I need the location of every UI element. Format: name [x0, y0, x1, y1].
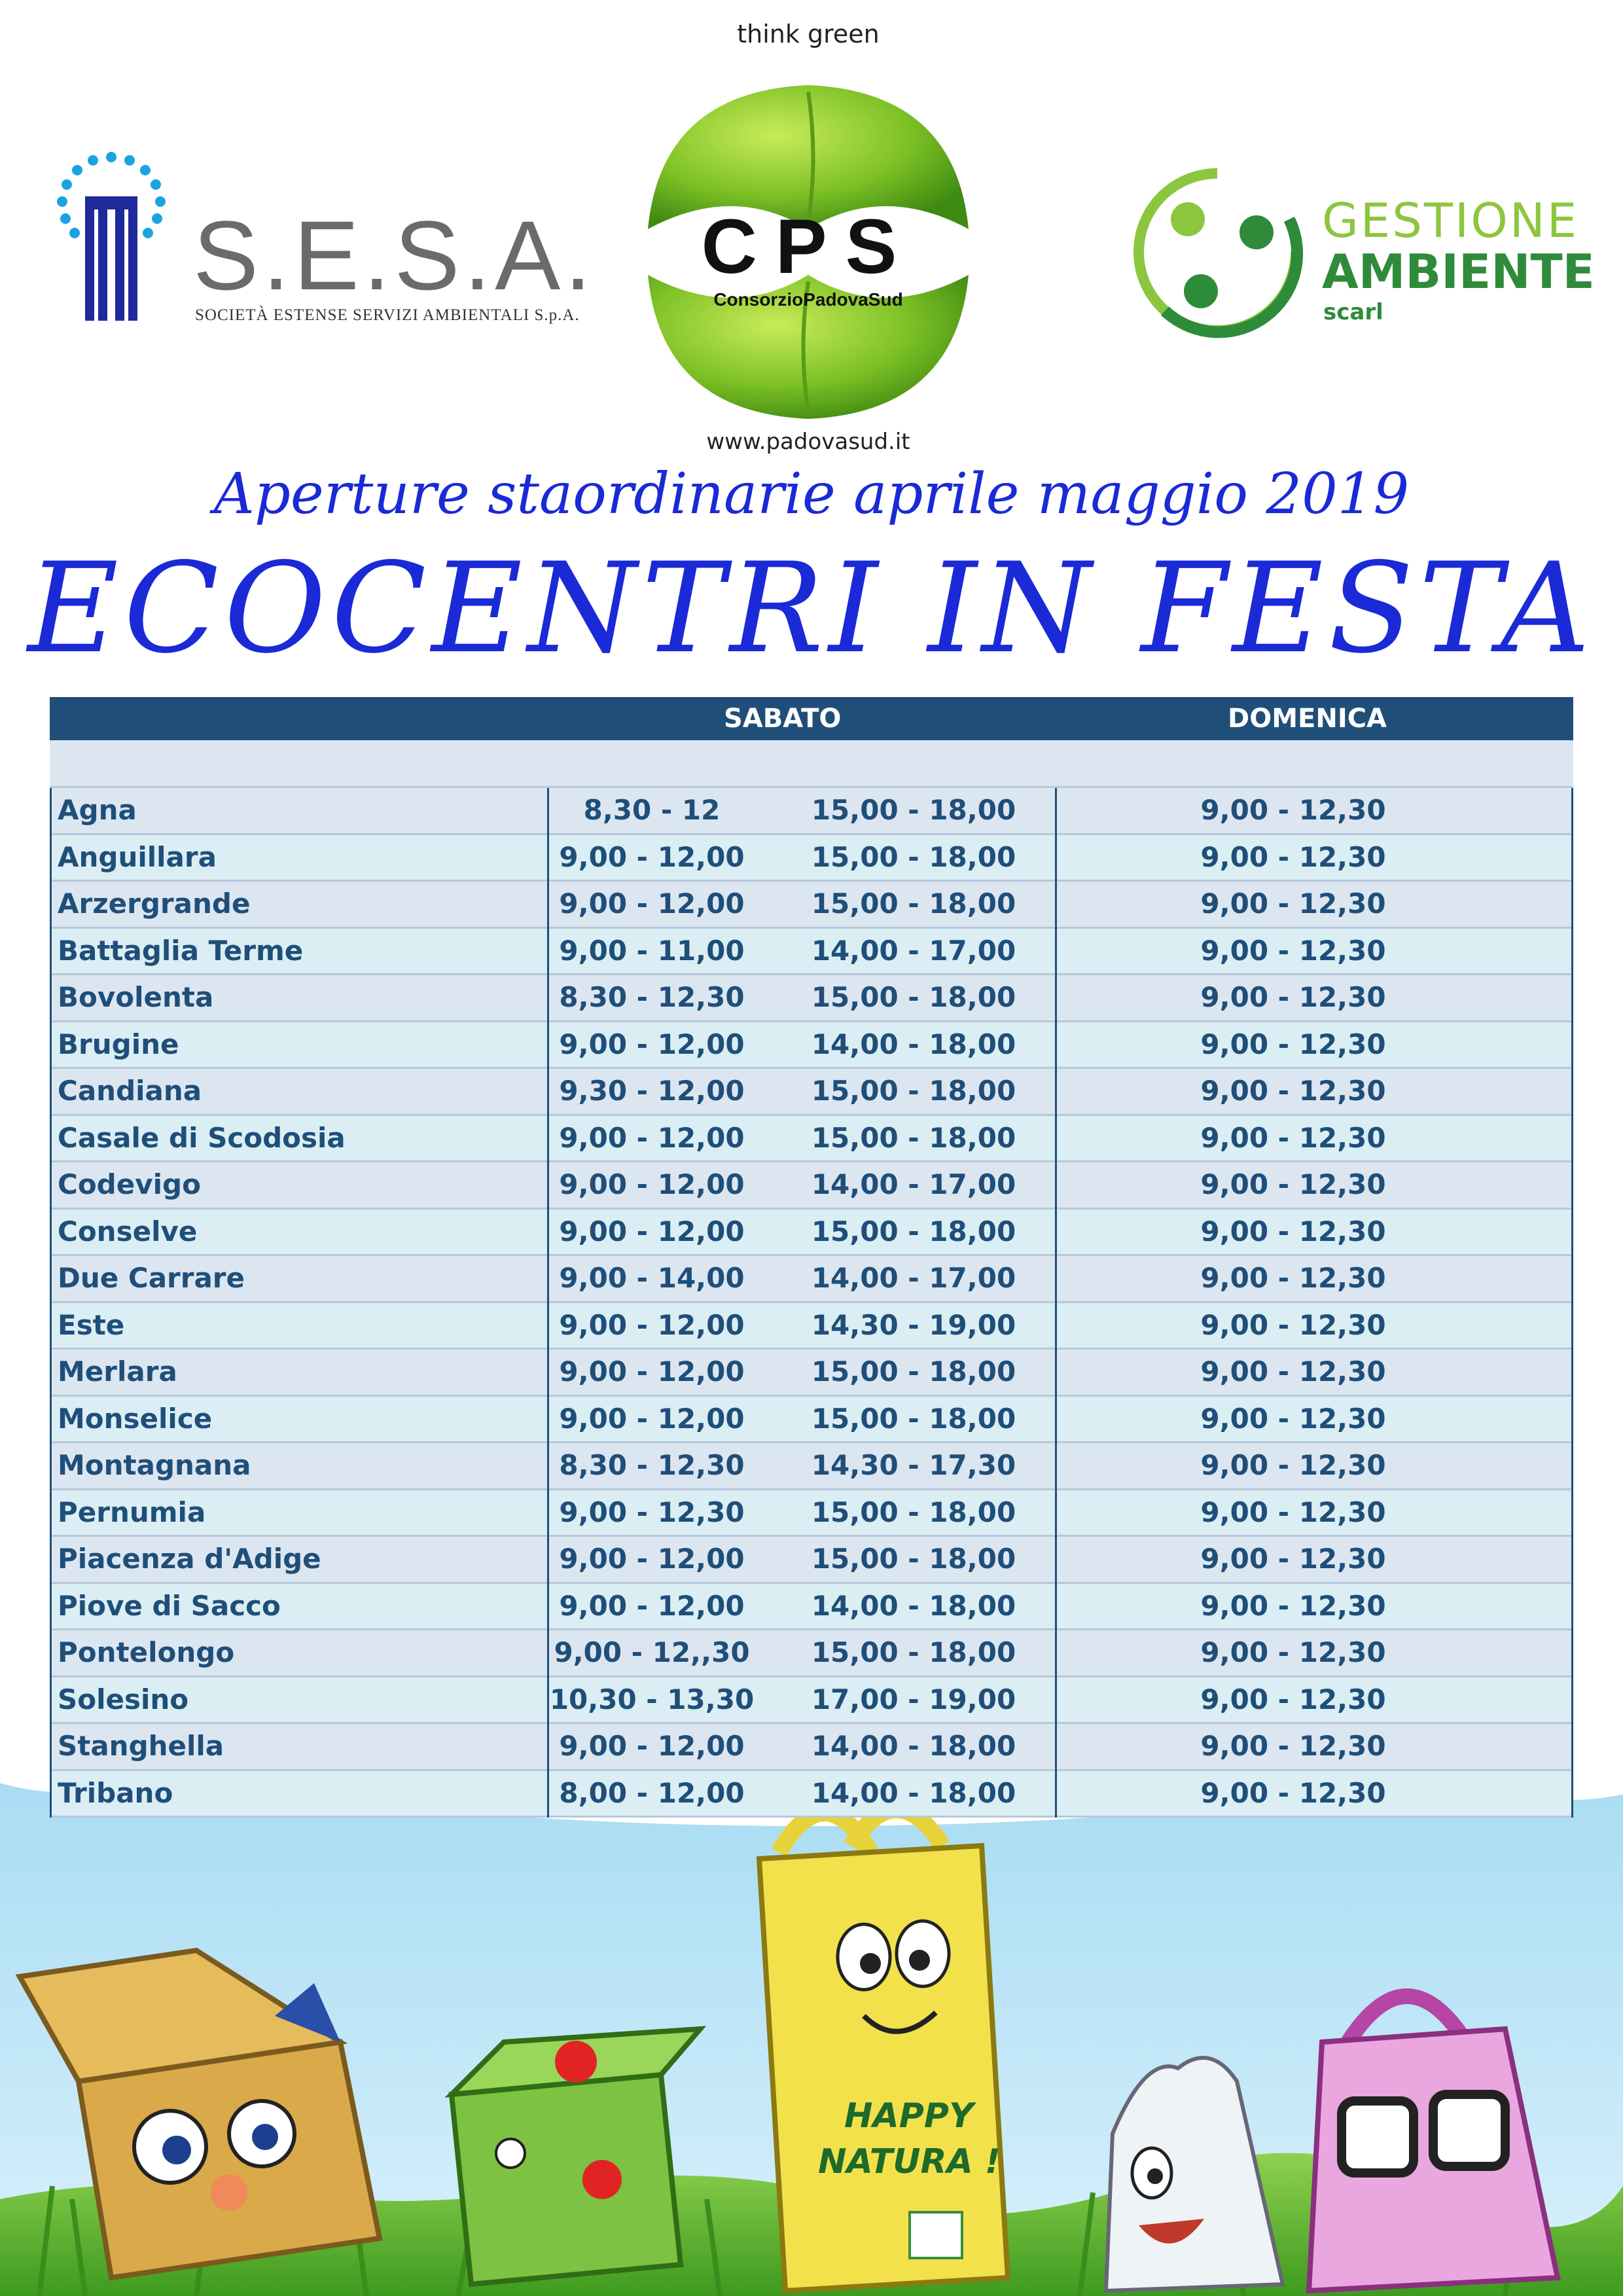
bag-text-natura: NATURA ! — [818, 2142, 1001, 2181]
municipality-name: Candiana — [58, 1075, 202, 1107]
sunday-hours: 9,00 - 12,30 — [1200, 888, 1386, 920]
gestione-ambiente-logo — [1126, 160, 1597, 350]
saturday-morning-hours: 9,00 - 11,00 — [559, 934, 745, 967]
sunday-hours: 9,00 - 12,30 — [1200, 1496, 1386, 1528]
municipality-name: Piacenza d'Adige — [58, 1543, 321, 1575]
saturday-morning-hours: 9,00 - 12,00 — [559, 1215, 745, 1247]
saturday-afternoon-hours: 15,00 - 18,00 — [811, 840, 1016, 873]
saturday-morning-hours: 8,30 - 12,30 — [559, 981, 745, 1013]
green-box-character — [452, 2029, 700, 2284]
sesa-subtitle: SOCIETÀ ESTENSE SERVIZI AMBIENTALI S.p.A. — [195, 306, 580, 324]
table-row — [50, 1443, 1573, 1490]
saturday-morning-hours: 9,00 - 12,,30 — [554, 1636, 750, 1668]
saturday-morning-hours: 9,00 - 12,00 — [559, 1121, 745, 1154]
table-row — [50, 882, 1573, 929]
sunday-hours: 9,00 - 12,30 — [1200, 1402, 1386, 1435]
saturday-afternoon-hours: 15,00 - 18,00 — [811, 1636, 1016, 1668]
saturday-afternoon-hours: 15,00 - 18,00 — [811, 1402, 1016, 1435]
saturday-morning-hours: 9,00 - 12,30 — [559, 1496, 745, 1528]
municipality-name: Due Carrare — [58, 1262, 245, 1294]
table-row — [50, 1771, 1573, 1818]
municipality-name: Tribano — [58, 1776, 173, 1809]
table-row — [50, 1162, 1573, 1210]
sunday-hours: 9,00 - 12,30 — [1200, 1262, 1386, 1294]
municipality-name: Agna — [58, 794, 137, 826]
table-header — [50, 697, 1573, 740]
saturday-afternoon-hours: 14,00 - 18,00 — [811, 1028, 1016, 1060]
saturday-afternoon-hours: 14,30 - 19,00 — [811, 1308, 1016, 1341]
saturday-morning-hours: 9,00 - 12,00 — [559, 840, 745, 873]
saturday-morning-hours: 9,30 - 12,00 — [559, 1075, 745, 1107]
saturday-afternoon-hours: 14,00 - 18,00 — [811, 1776, 1016, 1809]
saturday-morning-hours: 9,00 - 14,00 — [559, 1262, 745, 1294]
table-row — [50, 1537, 1573, 1584]
saturday-afternoon-hours: 15,00 - 18,00 — [811, 794, 1016, 826]
saturday-afternoon-hours: 14,30 - 17,30 — [811, 1449, 1016, 1481]
sunday-hours: 9,00 - 12,30 — [1200, 1776, 1386, 1809]
sunday-hours: 9,00 - 12,30 — [1200, 981, 1386, 1013]
cps-url: www.padovasud.it — [706, 429, 910, 455]
opening-hours-table — [50, 697, 1573, 1818]
sunday-hours: 9,00 - 12,30 — [1200, 1355, 1386, 1388]
table-row — [50, 1490, 1573, 1537]
table-row — [50, 1677, 1573, 1725]
sesa-name: S.E.S.A. — [193, 200, 596, 310]
sunday-hours: 9,00 - 12,30 — [1200, 1730, 1386, 1762]
sunday-hours: 9,00 - 12,30 — [1200, 1168, 1386, 1200]
bag-text-happy: HAPPY — [844, 2096, 974, 2136]
sunday-hours: 9,00 - 12,30 — [1200, 1449, 1386, 1481]
municipality-name: Pernumia — [58, 1496, 206, 1528]
saturday-afternoon-hours: 15,00 - 18,00 — [811, 888, 1016, 920]
sunday-hours: 9,00 - 12,30 — [1200, 1636, 1386, 1668]
table-body — [50, 788, 1573, 1818]
poster-title: ECOCENTRI IN FESTA — [27, 536, 1596, 681]
gestione-ambiente-line2: AMBIENTE — [1322, 244, 1595, 299]
sunday-hours: 9,00 - 12,30 — [1200, 840, 1386, 873]
saturday-morning-hours: 9,00 - 12,00 — [559, 1402, 745, 1435]
municipality-name: Bovolenta — [58, 981, 214, 1013]
saturday-afternoon-hours: 17,00 - 19,00 — [811, 1683, 1016, 1715]
sesa-emblem-icon — [46, 151, 177, 327]
table-row — [50, 1210, 1573, 1257]
header-sunday: DOMENICA — [1228, 704, 1387, 734]
municipality-name: Anguillara — [58, 840, 217, 873]
cps-tagline: think green — [737, 20, 880, 48]
municipality-name: Codevigo — [58, 1168, 201, 1200]
poster-subtitle: Aperture staordinarie aprile maggio 2019 — [213, 461, 1410, 527]
sunday-hours: 9,00 - 12,30 — [1200, 1075, 1386, 1107]
sunday-hours: 9,00 - 12,30 — [1200, 794, 1386, 826]
table-row — [50, 975, 1573, 1022]
saturday-afternoon-hours: 15,00 - 18,00 — [811, 1075, 1016, 1107]
municipality-name: Brugine — [58, 1028, 179, 1060]
saturday-morning-hours: 10,30 - 13,30 — [549, 1683, 755, 1715]
sunday-hours: 9,00 - 12,30 — [1200, 934, 1386, 967]
column-divider — [1055, 788, 1057, 1818]
saturday-morning-hours: 9,00 - 12,00 — [559, 1589, 745, 1622]
saturday-morning-hours: 8,30 - 12,30 — [559, 1449, 745, 1481]
table-left-border — [50, 788, 52, 1818]
sunday-hours: 9,00 - 12,30 — [1200, 1683, 1386, 1715]
municipality-name: Piove di Sacco — [58, 1589, 281, 1622]
saturday-morning-hours: 8,30 - 12 — [583, 794, 721, 826]
municipality-name: Merlara — [58, 1355, 177, 1388]
saturday-morning-hours: 9,00 - 12,00 — [559, 1543, 745, 1575]
municipality-name: Stanghella — [58, 1730, 224, 1762]
gestione-ambiente-line1: GESTIONE — [1322, 193, 1579, 248]
sunday-hours: 9,00 - 12,30 — [1200, 1543, 1386, 1575]
saturday-afternoon-hours: 14,00 - 18,00 — [811, 1589, 1016, 1622]
saturday-morning-hours: 9,00 - 12,00 — [559, 1168, 745, 1200]
municipality-name: Conselve — [58, 1215, 198, 1247]
municipality-name: Montagnana — [58, 1449, 251, 1481]
saturday-afternoon-hours: 15,00 - 18,00 — [811, 1543, 1016, 1575]
table-header-spacer — [50, 740, 1573, 788]
saturday-afternoon-hours: 15,00 - 18,00 — [811, 1496, 1016, 1528]
table-row — [50, 835, 1573, 882]
saturday-morning-hours: 9,00 - 12,00 — [559, 888, 745, 920]
table-row — [50, 1116, 1573, 1163]
saturday-morning-hours: 9,00 - 12,00 — [559, 1730, 745, 1762]
table-row — [50, 1256, 1573, 1303]
saturday-afternoon-hours: 15,00 - 18,00 — [811, 1121, 1016, 1154]
saturday-afternoon-hours: 14,00 - 17,00 — [811, 1262, 1016, 1294]
table-right-border — [1571, 788, 1573, 1818]
column-divider — [547, 788, 549, 1818]
cps-subtitle: ConsorzioPadovaSud — [713, 289, 903, 310]
table-row — [50, 1069, 1573, 1116]
sesa-logo — [46, 151, 596, 334]
sunday-hours: 9,00 - 12,30 — [1200, 1589, 1386, 1622]
cps-title: CPS — [701, 204, 916, 290]
saturday-morning-hours: 8,00 - 12,00 — [559, 1776, 745, 1809]
table-row — [50, 1397, 1573, 1444]
saturday-afternoon-hours: 14,00 - 17,00 — [811, 1168, 1016, 1200]
gestione-ambiente-line3: scarl — [1323, 299, 1383, 325]
sunday-hours: 9,00 - 12,30 — [1200, 1308, 1386, 1341]
header-saturday: SABATO — [724, 704, 842, 734]
municipality-name: Battaglia Terme — [58, 934, 304, 967]
cps-logo — [625, 20, 991, 455]
table-row — [50, 1022, 1573, 1069]
saturday-afternoon-hours: 15,00 - 18,00 — [811, 981, 1016, 1013]
saturday-afternoon-hours: 15,00 - 18,00 — [811, 1215, 1016, 1247]
table-row — [50, 788, 1573, 835]
table-row — [50, 929, 1573, 976]
municipality-name: Arzergrande — [58, 888, 251, 920]
table-row — [50, 1350, 1573, 1397]
saturday-morning-hours: 9,00 - 12,00 — [559, 1028, 745, 1060]
table-row — [50, 1584, 1573, 1631]
municipality-name: Casale di Scodosia — [58, 1121, 346, 1154]
table-row — [50, 1630, 1573, 1677]
gestione-ambiente-emblem-icon — [1126, 160, 1309, 344]
saturday-afternoon-hours: 14,00 - 17,00 — [811, 934, 1016, 967]
sunday-hours: 9,00 - 12,30 — [1200, 1028, 1386, 1060]
sunday-hours: 9,00 - 12,30 — [1200, 1215, 1386, 1247]
municipality-name: Pontelongo — [58, 1636, 235, 1668]
saturday-afternoon-hours: 15,00 - 18,00 — [811, 1355, 1016, 1388]
yellow-bag-character — [759, 1810, 1008, 2291]
municipality-name: Monselice — [58, 1402, 213, 1435]
municipality-name: Solesino — [58, 1683, 189, 1715]
saturday-morning-hours: 9,00 - 12,00 — [559, 1308, 745, 1341]
table-row — [50, 1724, 1573, 1771]
municipality-name: Este — [58, 1308, 125, 1341]
saturday-afternoon-hours: 14,00 - 18,00 — [811, 1730, 1016, 1762]
table-row — [50, 1303, 1573, 1350]
sunday-hours: 9,00 - 12,30 — [1200, 1121, 1386, 1154]
saturday-morning-hours: 9,00 - 12,00 — [559, 1355, 745, 1388]
